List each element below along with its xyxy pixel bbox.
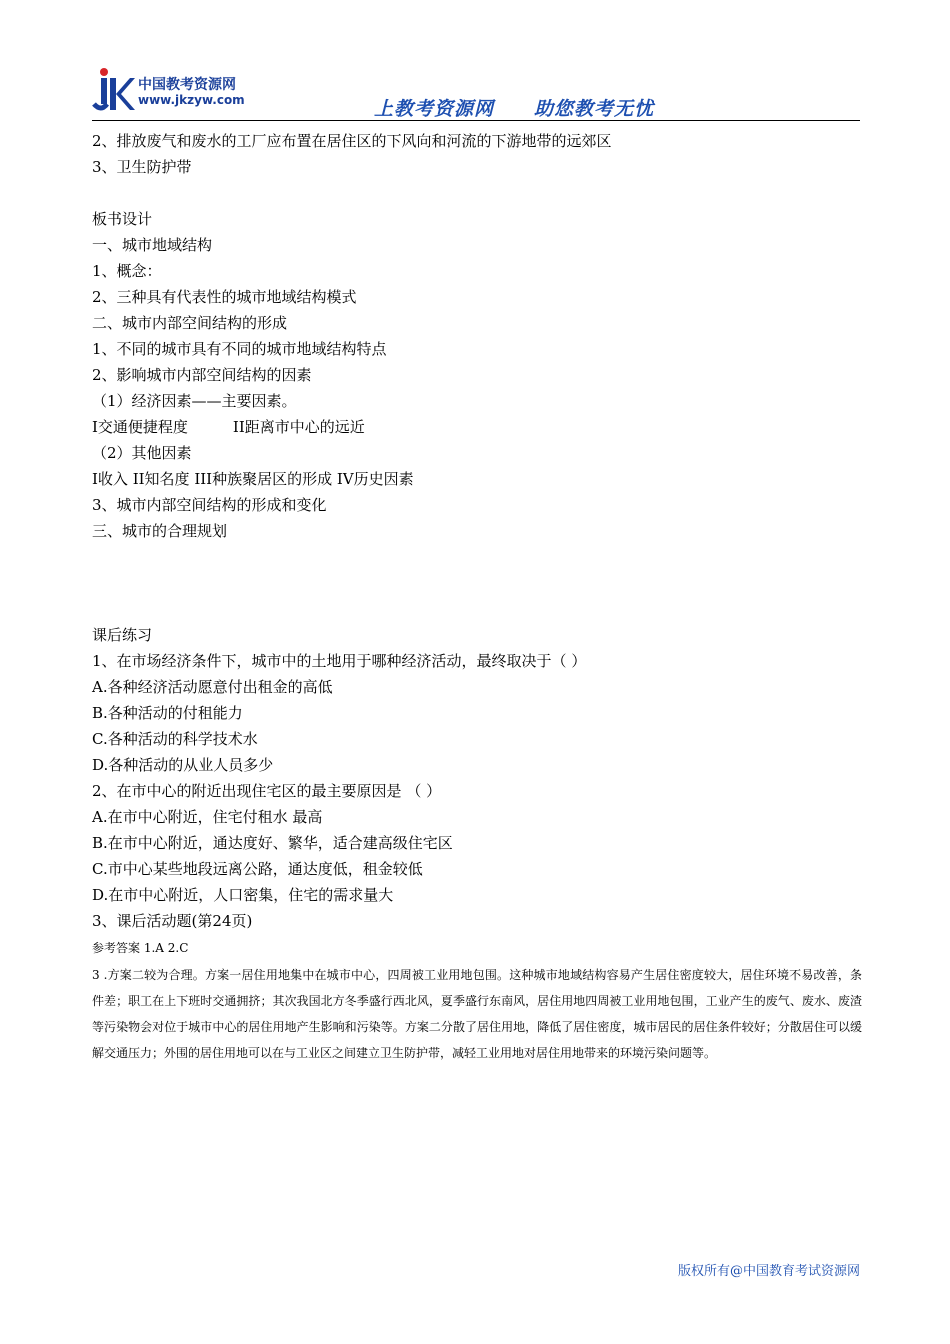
logo-site-name: 中国教考资源网 bbox=[138, 77, 236, 93]
body-line: 3、卫生防护带 bbox=[92, 158, 192, 176]
option: C.各种活动的科学技术水 bbox=[92, 730, 258, 748]
body-line: 3、城市内部空间结构的形成和变化 bbox=[92, 496, 327, 514]
option: A.各种经济活动愿意付出租金的高低 bbox=[92, 678, 333, 696]
answer-key: 参考答案 1.A 2.C bbox=[92, 941, 189, 955]
body-line: （1）经济因素——主要因素。 bbox=[92, 392, 297, 410]
question: 1、在市场经济条件下，城市中的土地用于哪种经济活动，最终取决于（ ） bbox=[92, 652, 587, 670]
header-slogan: 上教考资源网 助您教考无忧 bbox=[374, 98, 655, 120]
body-line: 1、概念： bbox=[92, 262, 162, 280]
body-line: 三、城市的合理规划 bbox=[92, 522, 228, 540]
option: D.在市中心附近，人口密集，住宅的需求量大 bbox=[92, 886, 394, 904]
body-line: 2、影响城市内部空间结构的因素 bbox=[92, 366, 312, 384]
body-line: 2、三种具有代表性的城市地域结构模式 bbox=[92, 288, 357, 306]
option: A.在市中心附近，住宅付租水 最高 bbox=[92, 808, 323, 826]
body-line: （2）其他因素 bbox=[92, 444, 192, 462]
page-header bbox=[92, 66, 860, 122]
body-line: I交通便捷程度 II距离市中心的远近 bbox=[92, 418, 365, 436]
option: C.市中心某些地段远离公路，通达度低，租金较低 bbox=[92, 860, 423, 878]
logo-site-url[interactable]: www.jkzyw.com bbox=[138, 93, 245, 107]
section-heading: 板书设计 bbox=[92, 210, 153, 228]
body-line: 2、排放废气和废水的工厂应布置在居住区的下风向和河流的下游地带的远郊区 bbox=[92, 132, 612, 150]
section-heading: 课后练习 bbox=[92, 626, 153, 644]
jk-logo-icon bbox=[92, 66, 136, 114]
header-divider bbox=[92, 120, 860, 121]
answer-paragraph: 3 .方案二较为合理。方案一居住用地集中在城市中心，四周被工业用地包围。这种城市地域结构容易产生居住密度较大，居住环境不易改善，条件差；职工在上下班时交通拥挤；其次我国北方冬季盛行西北风，夏季盛行东南风，居住用地四周被工业用地包围，工业产生的废气、废水、废渣等污染物会对位于城市中心的居住用地产生影响和污染等。方案二分散了居住用地，降低了居住密度，城市居民的居住条件较好；分散居住可以缓解交通压力；外围的居住用地可以在与工业区之间建立卫生防护带，减轻工业用地对居住用地带来的环境污染问题等。 bbox=[92, 968, 862, 1060]
body-line: 一、城市地域结构 bbox=[92, 236, 213, 254]
option: B.各种活动的付租能力 bbox=[92, 704, 243, 722]
copyright-footer: 版权所有@中国教育考试资源网 bbox=[677, 1264, 860, 1279]
body-line: 1、不同的城市具有不同的城市地域结构特点 bbox=[92, 340, 387, 358]
question: 3、课后活动题(第24页) bbox=[92, 912, 253, 930]
body-line: 二、城市内部空间结构的形成 bbox=[92, 314, 288, 332]
body-line: I收入 II知名度 III种族聚居区的形成 IV历史因素 bbox=[92, 470, 414, 488]
option: D.各种活动的从业人员多少 bbox=[92, 756, 274, 774]
option: B.在市中心附近，通达度好、繁华，适合建高级住宅区 bbox=[92, 834, 453, 852]
question: 2、在市中心的附近出现住宅区的最主要原因是 （ ） bbox=[92, 782, 442, 800]
